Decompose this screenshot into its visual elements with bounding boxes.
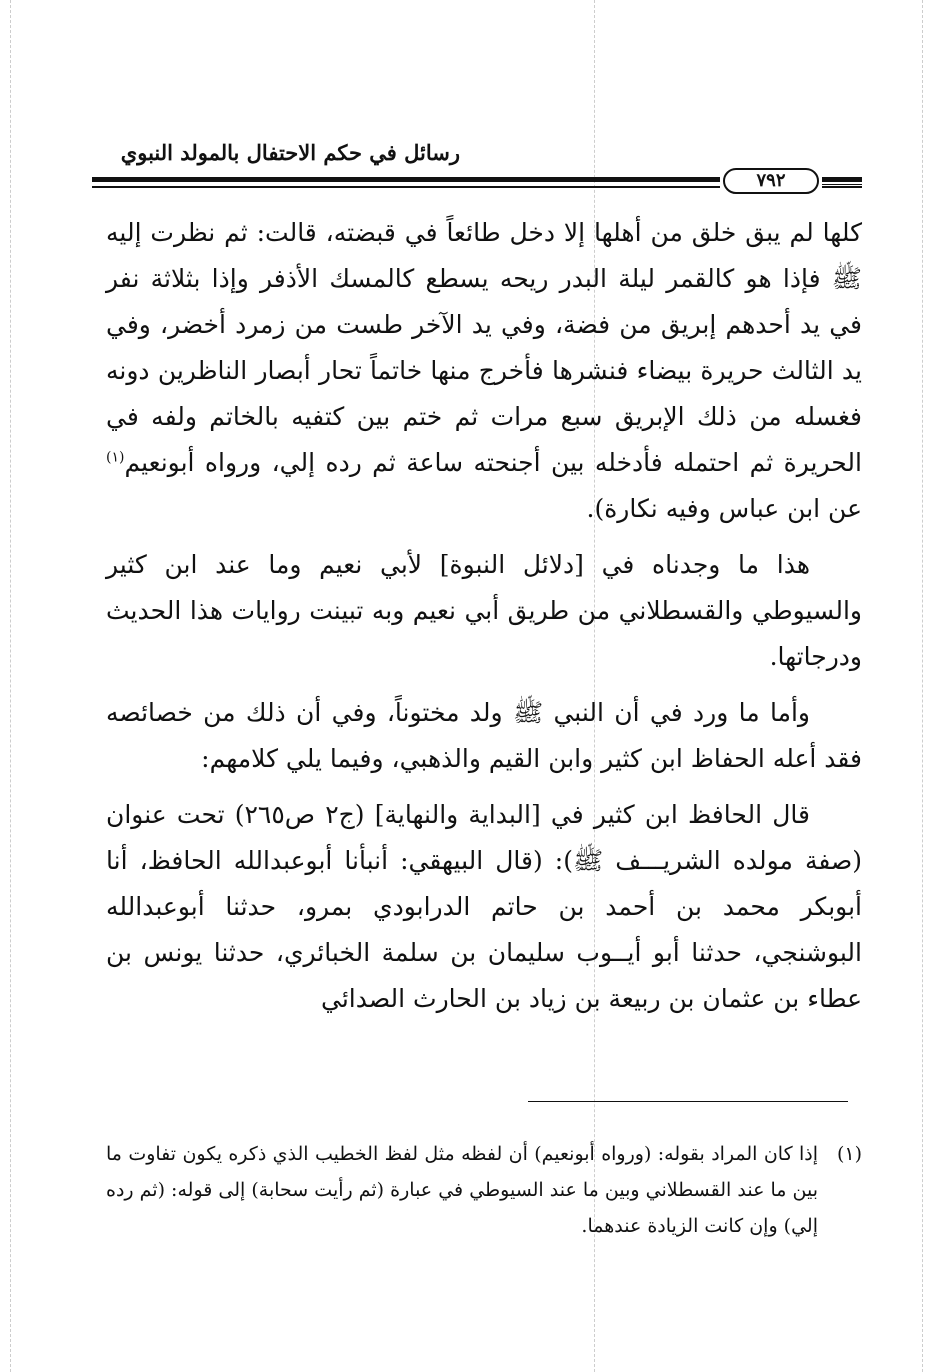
footnote bbox=[106, 1136, 862, 1244]
paragraph-1-end: عن ابن عباس وفيه نكارة). bbox=[586, 494, 862, 523]
paragraph-1 bbox=[106, 210, 862, 532]
page-number: ٧٩٢ bbox=[723, 168, 819, 194]
header-rule bbox=[92, 177, 720, 182]
footnote-text: إذا كان المراد بقوله: (ورواه أبونعيم) أن لفظه مثل لفظ الخطيب الذي ذكره يكون تفاوت ما بين ما عند القسطلاني وبين ما عند السيوطي في عبارة (ثم رأيت سحابة) إلى قوله: (ثم رده إلي) وإن كانت الزيادة عندهما. bbox=[106, 1143, 818, 1237]
paragraph-2: هذا ما وجدناه في [دلائل النبوة] لأبي نعيم وما عند ابن كثير والسيوطي والقسطلاني من طريق أبي نعيم وبه تبينت روايات هذا الحديث ودرجاتها. bbox=[106, 550, 862, 671]
footnote-reference: (١) bbox=[106, 449, 125, 466]
paragraph-3: وأما ما ورد في أن النبي ﷺ ولد مختوناً، وفي أن ذلك من خصائصه فقد أعله الحفاظ ابن كثير وابن القيم والذهبي، وفيما يلي كلامهم: bbox=[106, 698, 862, 773]
header-rule-thin bbox=[92, 186, 720, 188]
paragraph-4: قال الحافظ ابن كثير في [البداية والنهاية] (ج٢ ص٢٦٥) تحت عنوان (صفة مولده الشريـــف ﷺ): (قال البيهقي: أنبأنا أبوعبدالله الحافظ، أنا أبوبكر محمد بن أحمد بن حاتم الدرابودي بمرو، حدثنا أبوعبدالله البوشنجي، حدثنا أبو أيــوب سليمان بن سلمة الخبائري، حدثنا يونس بن عطاء بن عثمان بن ربيعة بن زياد بن الحارث الصدائي bbox=[106, 800, 862, 1013]
footnote-number: (١) bbox=[836, 1143, 862, 1165]
header-rule-right bbox=[822, 177, 862, 188]
scan-guide-line bbox=[10, 0, 11, 1372]
paragraph-1-text: كلها لم يبق خلق من أهلها إلا دخل طائعاً في قبضته، قالت: ثم نظرت إليه ﷺ فإذا هو كالقمر ليلة البدر ريحه يسطع كالمسك الأذفر وإذا بثلاثة نفر في يد أحدهم إبريق من فضة، وفي يد الآخر طست من زمرد أخضر، وفي يد الثالث حريرة بيضاء فنشرها فأخرج منها خاتماً تحار أبصار الناظرين دونه فغسله من ذلك الإبريق سبع مرات ثم ختم بين كتفيه بالخاتم ولفه في الحريرة ثم احتمله فأدخله بين أجنحته ساعة ثم رده إلي، ورواه أبونعيم bbox=[106, 218, 862, 477]
running-header-title: رسائل في حكم الاحتفال بالمولد النبوي bbox=[120, 140, 460, 165]
footnote-separator bbox=[528, 1101, 848, 1102]
main-text bbox=[106, 210, 862, 1032]
scan-guide-line bbox=[922, 0, 923, 1372]
